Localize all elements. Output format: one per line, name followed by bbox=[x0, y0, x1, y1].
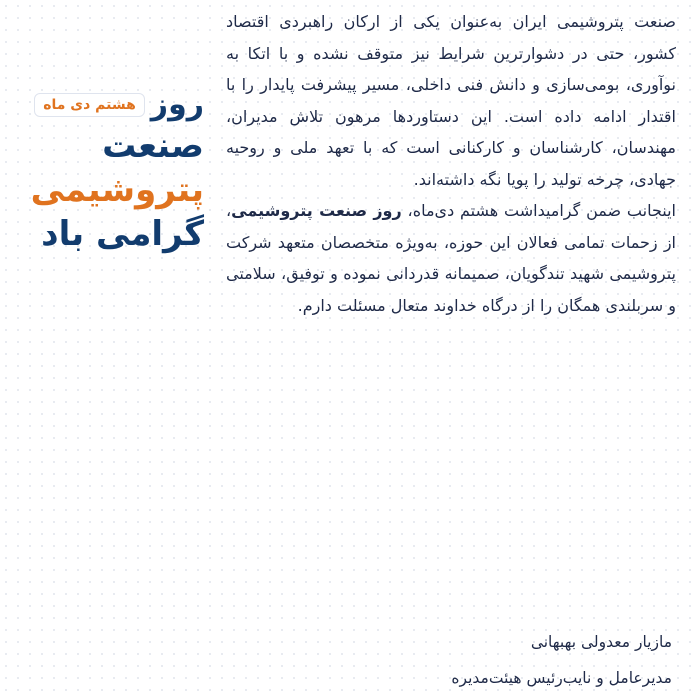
letter-paragraph-1: صنعت پتروشیمی ایران به‌عنوان یکی از ارکان راهبردی اقتصاد کشور، حتی در دشوارترین شرایط نیز متوقف نشده و با اتکا به نوآوری، بومی‌سازی و دانش فنی داخلی، مسیر پیشرفت پایدار را با اقتدار ادامه داده است. این دستاوردها مرهون تلاش مدیران، مهندسان، کارشناسان و کارکنانی است که با تعهد ملی و روحیه جهادی، چرخه تولید را پویا نگه داشته‌اند. bbox=[226, 12, 676, 189]
paragraph-2-intro: اینجانب ضمن گرامیداشت هشتم دی‌ماه، bbox=[407, 201, 676, 220]
paragraph-2-rest: ، از زحمات تمامی فعالان این حوزه، به‌ویژه متخصصان متعهد شرکت پتروشیمی شهید تندگویان، صمیمانه قدردانی نموده و توفیق، سلامتی و سربلندی همگان را از درگاه خداوند متعال مسئلت دارم. bbox=[226, 201, 676, 315]
letter-paragraph-2 bbox=[226, 195, 676, 321]
highlight-petrochemical-day: روز صنعت پتروشیمی bbox=[231, 201, 402, 220]
petrochemical-day-logo bbox=[30, 86, 204, 256]
logo-word-petrochemical: پتروشیمی bbox=[30, 170, 204, 210]
signatory-title: مدیرعامل و نایب‌رئیس هیئت‌مدیره bbox=[451, 669, 672, 687]
logo-word-gerami-bad: گرامی باد bbox=[41, 214, 204, 254]
letter-body bbox=[226, 6, 676, 321]
logo-word-rooz: روز bbox=[150, 87, 204, 122]
logo-first-row bbox=[36, 86, 204, 124]
logo-word-sanat: صنعت bbox=[102, 126, 204, 166]
date-badge: هشتم دی ماه bbox=[34, 93, 145, 117]
signature-block bbox=[226, 624, 676, 696]
signatory-name: مازیار معدولی بهبهانی bbox=[530, 633, 672, 651]
